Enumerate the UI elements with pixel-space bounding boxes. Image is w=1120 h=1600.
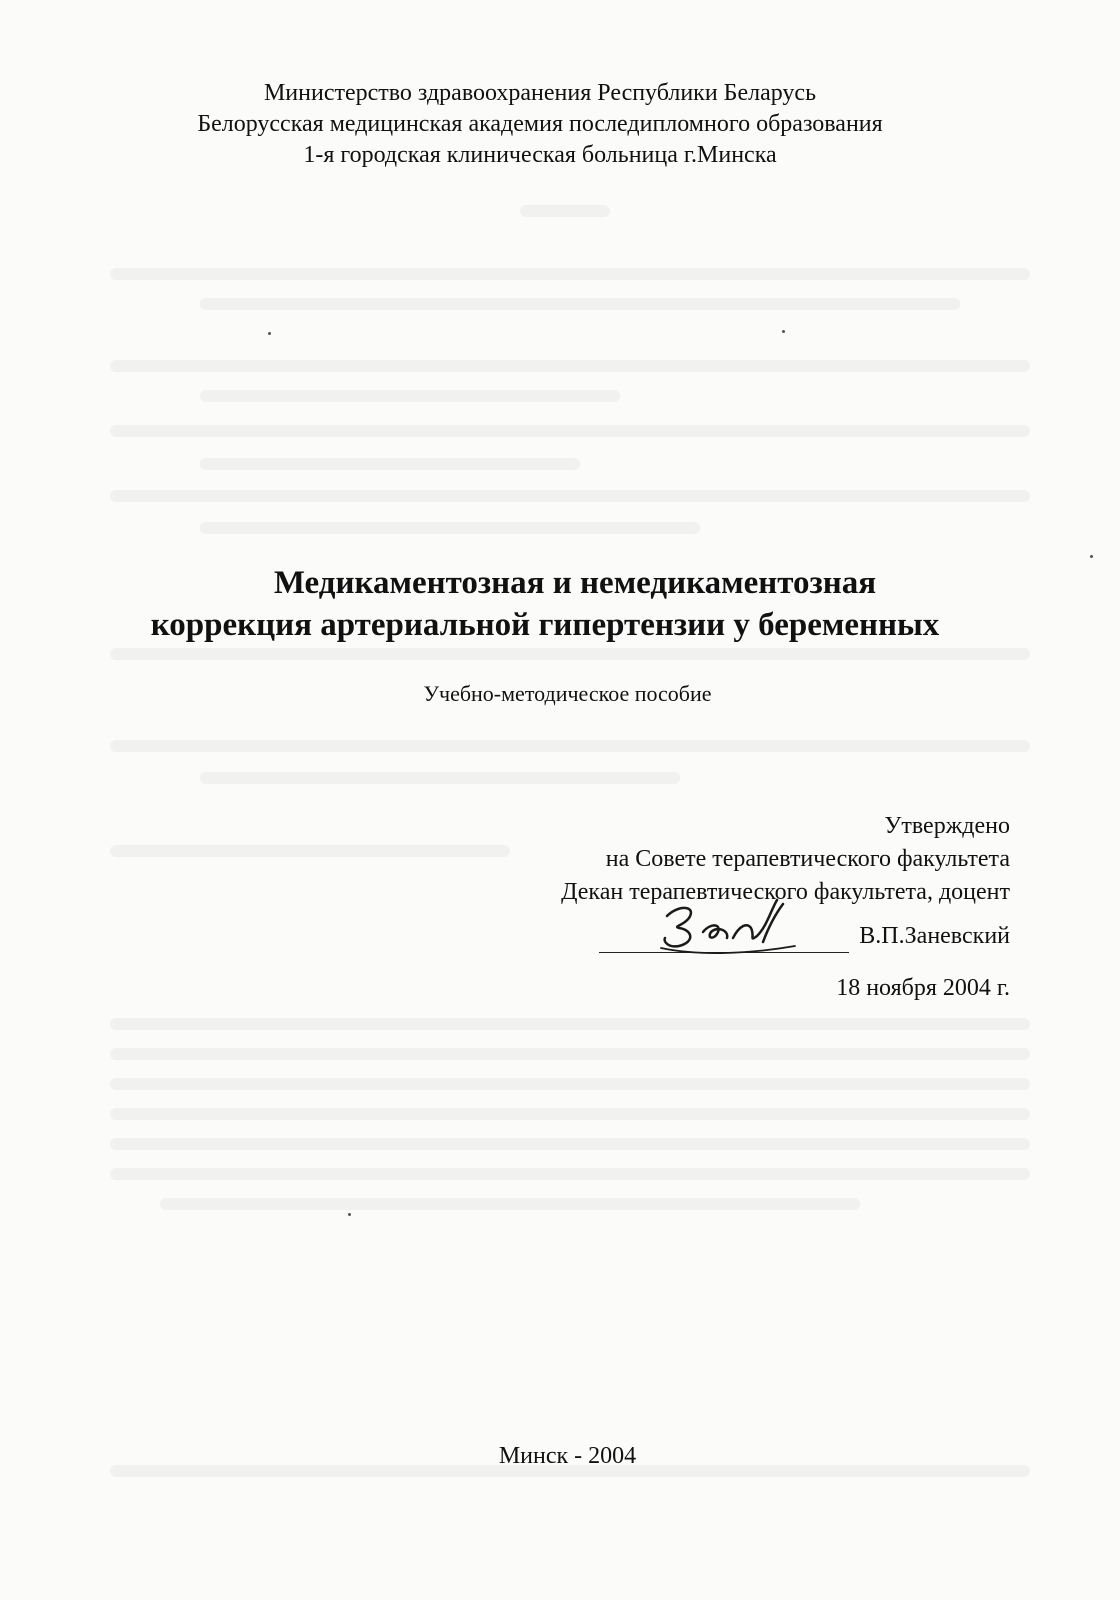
approval-heading: Утверждено xyxy=(884,813,1010,839)
scan-speck xyxy=(1090,555,1093,558)
bleed-through xyxy=(110,1108,1030,1120)
bleed-through xyxy=(110,1018,1030,1030)
scan-speck xyxy=(782,330,785,333)
signature-line xyxy=(599,922,849,953)
bleed-through xyxy=(200,522,700,534)
bleed-through xyxy=(110,845,510,857)
bleed-through xyxy=(200,390,620,402)
bleed-through xyxy=(110,425,1030,437)
approval-date: 18 ноября 2004 г. xyxy=(836,975,1010,1001)
bleed-through xyxy=(110,490,1030,502)
place-and-year: Минск - 2004 xyxy=(498,1443,637,1469)
handwritten-signature xyxy=(659,896,799,958)
bleed-through xyxy=(200,458,580,470)
bleed-through xyxy=(110,268,1030,280)
document-subtitle: Учебно-методическое пособие xyxy=(423,681,712,706)
approval-block xyxy=(561,810,1010,909)
ministry-name: Министерство здравоохранения Республики Беларусь xyxy=(263,80,817,106)
document-title xyxy=(0,562,1120,646)
title-line-1: Медикаментозная и немедикаментозная xyxy=(273,565,877,601)
bleed-through xyxy=(110,1048,1030,1060)
bleed-through xyxy=(110,1078,1030,1090)
bleed-through xyxy=(110,360,1030,372)
approval-dean: Декан терапевтического факультета, доцент xyxy=(561,879,1010,905)
title-line-2: коррекция артериальной гипертензии у беременных xyxy=(150,607,940,643)
bleed-through xyxy=(110,1168,1030,1180)
signer-name: В.П.Заневский xyxy=(859,923,1010,949)
scan-speck xyxy=(268,332,271,335)
bleed-through xyxy=(110,1138,1030,1150)
hospital-name: 1-я городская клиническая больница г.Минска xyxy=(303,142,777,168)
scan-speck xyxy=(348,1213,351,1216)
approval-council: на Совете терапевтического факультета xyxy=(605,846,1010,872)
institution-header xyxy=(0,78,1080,171)
academy-name: Белорусская медицинская академия последипломного образования xyxy=(197,111,883,137)
bleed-through xyxy=(200,298,960,310)
bleed-through xyxy=(110,648,1030,660)
signature-row xyxy=(599,920,1010,953)
bleed-through xyxy=(160,1198,860,1210)
bleed-through xyxy=(200,772,680,784)
bleed-through xyxy=(520,205,610,217)
bleed-through xyxy=(110,740,1030,752)
